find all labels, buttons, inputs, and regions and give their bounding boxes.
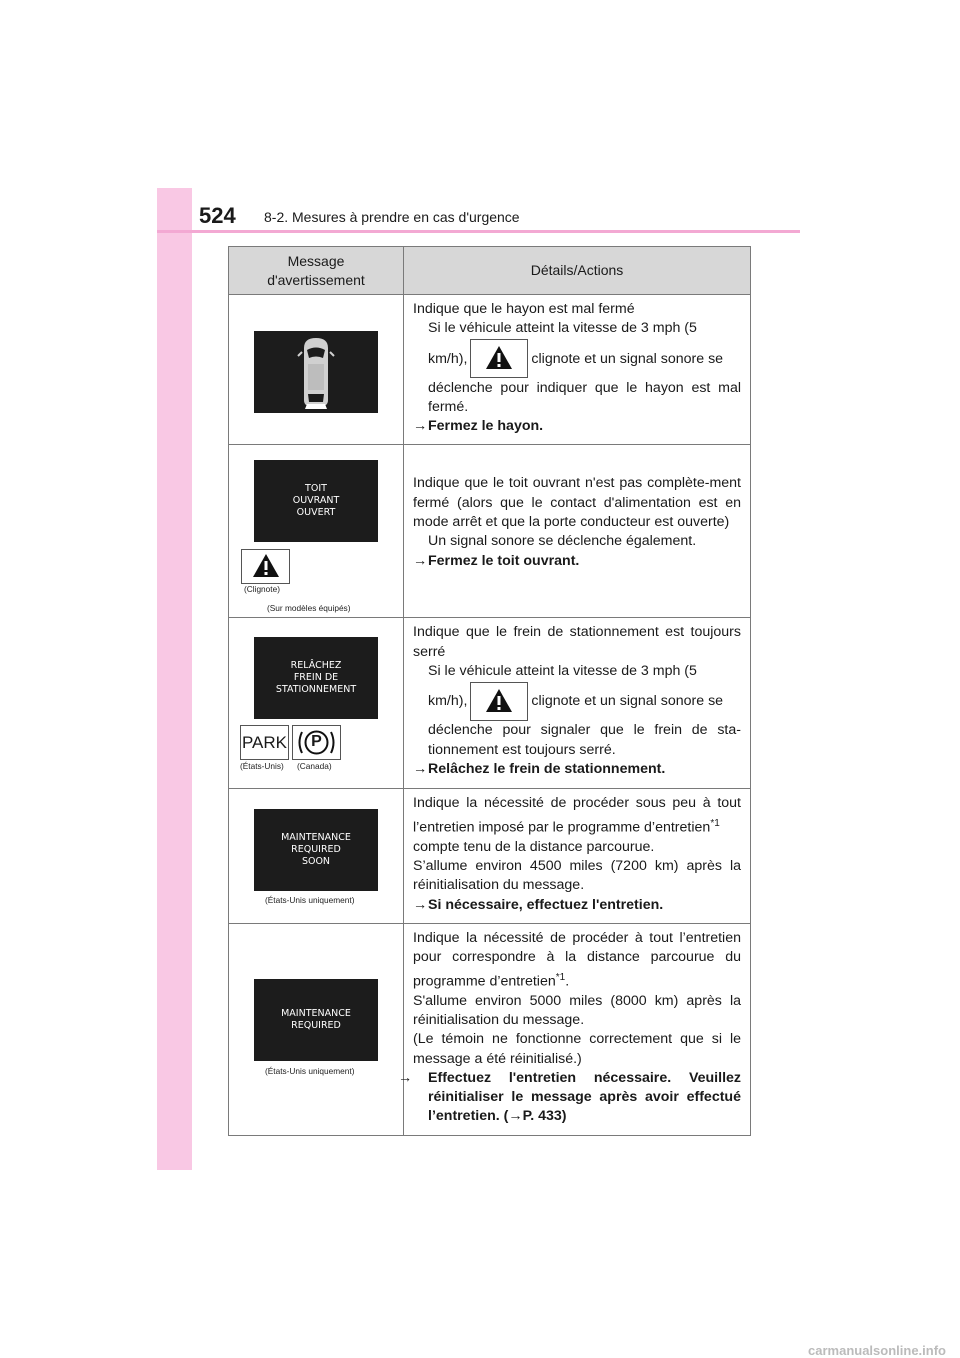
- maintenance-required-description: Indique la nécessité de procéder à tout l’entretien pour correspondre à la distance parcourue du programme d’entretien$^{*1}$.: [413, 930, 741, 990]
- parking-speed-text: Si le véhicule atteint la vitesse de 3 mph (5: [428, 663, 697, 680]
- footnote-ref: *1: [555, 971, 566, 983]
- hatch-signal-text: déclenche pour indiquer que le hayon est mal fermé.: [428, 379, 741, 415]
- hatch-action: →Fermez le hayon.: [413, 417, 741, 436]
- parking-blink-text: km/h), clignote et un signal sonore se: [413, 681, 741, 721]
- parking-brake-p-icon: P: [292, 725, 341, 760]
- table-row-parking-brake: [229, 618, 751, 789]
- watermark: carmanualsonline.info: [808, 1343, 946, 1358]
- hatch-blink-text: km/h), clignote et un signal sonore se: [413, 339, 741, 379]
- maintenance-required-note: (Le témoin ne fonctionne correctement que si le message a été réinitialisé.): [413, 1031, 741, 1067]
- sunroof-open-display: TOIT OUVRANT OUVERT: [254, 460, 378, 542]
- message-cell-maintenance-soon: [229, 789, 404, 924]
- chapter-sidebar-tab: [157, 188, 192, 1170]
- message-cell-sunroof: [229, 445, 404, 618]
- parking-action: →Relâchez le frein de stationnement.: [413, 760, 741, 779]
- parking-signal-text: déclenche pour signaler que le frein de sta-tionnement est toujours serré.: [428, 722, 741, 758]
- details-cell-sunroof: [404, 445, 751, 618]
- us-only-note: (États-Unis uniquement): [265, 1066, 355, 1076]
- equipped-note: (Sur modèles équipés): [267, 603, 351, 614]
- arrow-icon: →: [398, 1069, 413, 1086]
- column-header-message: Message d'avertissement: [229, 247, 404, 295]
- section-title: 8-2. Mesures à prendre en cas d'urgence: [264, 209, 520, 225]
- arrow-icon: →: [413, 760, 428, 777]
- maintenance-soon-distance: compte tenu de la distance parcourue.: [413, 838, 655, 855]
- warning-message-table: [228, 246, 751, 1136]
- hatch-open-display: [254, 331, 378, 413]
- canada-note: (Canada): [297, 761, 332, 772]
- message-cell-hatch: [229, 295, 404, 445]
- details-cell-maintenance-soon: [404, 789, 751, 924]
- details-cell-hatch: [404, 295, 751, 445]
- arrow-icon: →: [413, 552, 428, 569]
- us-only-note: (États-Unis uniquement): [265, 895, 355, 906]
- footnote-ref: *1: [710, 817, 720, 829]
- table-row-sunroof: [229, 445, 751, 618]
- table-row-hatch: [229, 295, 751, 445]
- park-indicator-icon: PARK: [240, 725, 289, 760]
- parking-brake-display: RELÂCHEZ FREIN DE STATIONNEMENT: [254, 637, 378, 719]
- details-cell-parking-brake: [404, 618, 751, 789]
- blink-note: (Clignote): [244, 584, 280, 595]
- hatch-description: Indique que le hayon est mal fermé: [413, 301, 635, 317]
- maintenance-required-display: MAINTENANCE REQUIRED: [254, 979, 378, 1061]
- maintenance-required-timing: S'allume environ 5000 miles (8000 km) après la réinitialisation du message.: [413, 992, 741, 1028]
- table-row-maintenance-required: [229, 924, 751, 1136]
- warning-indicator-icon: [470, 682, 528, 721]
- parking-description: Indique que le frein de stationnement est toujours serré: [413, 624, 741, 660]
- maintenance-soon-display: MAINTENANCE REQUIRED SOON: [254, 809, 378, 891]
- maintenance-soon-action: →Si nécessaire, effectuez l'entretien.: [413, 896, 741, 915]
- message-cell-parking-brake: [229, 618, 404, 789]
- us-note: (États-Unis): [240, 761, 284, 772]
- arrow-icon: →: [413, 418, 428, 435]
- arrow-icon: →: [413, 896, 428, 913]
- warning-indicator-icon: [241, 549, 290, 584]
- car-hatch-open-icon: [296, 334, 336, 410]
- table-header-row: [229, 247, 751, 295]
- maintenance-required-action: → Effectuez l'entretien nécessaire. Veuillez réinitialiser le message après avoir effectué l’entretien. (→P. 433): [398, 1069, 741, 1125]
- maintenance-soon-description: Indique la nécessité de procéder sous peu à tout l’entretien imposé par le programme d’entretien$^{*1}$: [413, 795, 741, 836]
- warning-indicator-icon: [470, 339, 528, 378]
- table-row-maintenance-soon: [229, 789, 751, 924]
- page-number: 524: [199, 203, 236, 228]
- message-cell-maintenance-required: [229, 924, 404, 1136]
- column-header-details: Détails/Actions: [404, 247, 751, 295]
- hatch-speed-text: Si le véhicule atteint la vitesse de 3 mph (5: [428, 320, 697, 337]
- details-cell-maintenance-required: [398, 924, 751, 1136]
- header-divider: [157, 230, 800, 233]
- sunroof-action: →Fermez le toit ouvrant.: [413, 552, 741, 571]
- sunroof-description: Indique que le toit ouvrant n'est pas complète-ment fermé (alors que le contact d'alimentation est en mode arrêt et que la porte conducteur est ouverte): [413, 475, 741, 531]
- maintenance-soon-timing: S’allume environ 4500 miles (7200 km) après la réinitialisation du message.: [413, 858, 741, 894]
- sunroof-signal-text: Un signal sonore se déclenche également.: [428, 533, 697, 550]
